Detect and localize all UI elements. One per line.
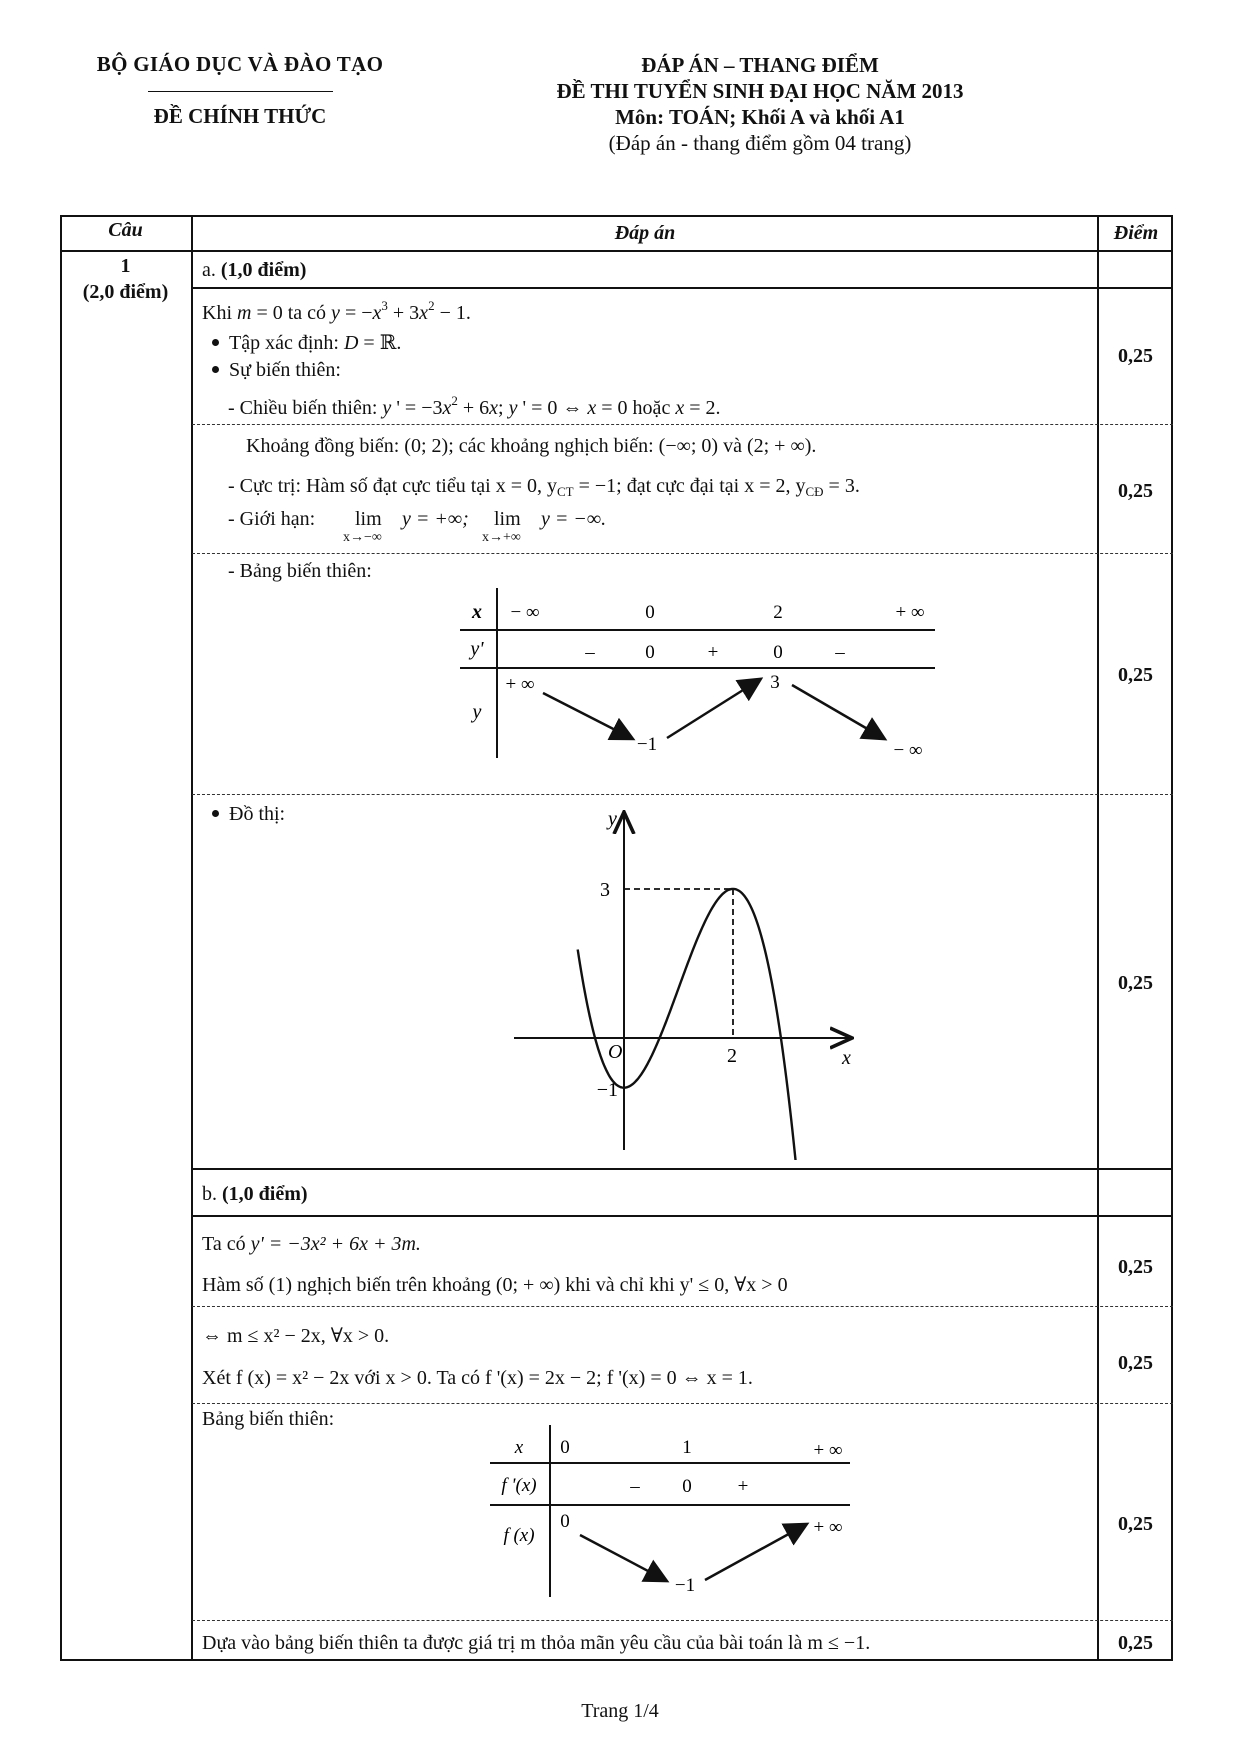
vt2-fp-1: 0 bbox=[682, 1476, 692, 1497]
intervals-line: Khoảng đồng biến: (0; 2); các khoảng nghịch biến: (−∞; 0) và (2; + ∞). bbox=[246, 435, 817, 457]
part-b-label: b. bbox=[202, 1183, 217, 1205]
arrow-up-icon bbox=[667, 680, 759, 738]
khi-rest: = 0 ta có bbox=[251, 302, 332, 324]
domain-label: Tập xác định: bbox=[229, 332, 344, 354]
arrow-down-icon bbox=[543, 693, 631, 738]
arrow-down-icon bbox=[792, 685, 883, 738]
doc-title: ĐÁP ÁN – THANG ĐIỂM bbox=[641, 53, 879, 77]
score-b-2: 0,25 bbox=[1118, 1352, 1153, 1374]
variation-label: Sự biến thiên: bbox=[229, 359, 341, 381]
conclusion-line: Dựa vào bảng biến thiên ta được giá trị m thỏa mãn yêu cầu của bài toán là m ≤ −1. bbox=[202, 1632, 871, 1654]
row-separator bbox=[192, 553, 1173, 554]
limit-1-sub: x→−∞ bbox=[343, 530, 382, 545]
score-a-4: 0,25 bbox=[1118, 972, 1153, 994]
exam-title: ĐỀ THI TUYỂN SINH ĐẠI HỌC NĂM 2013 bbox=[556, 79, 964, 103]
khi-line: Khi m = 0 ta có $y = -x^3 + 3x^2 - 1$. bbox=[202, 298, 471, 324]
vt1-y-2: 3 bbox=[770, 672, 780, 693]
derivative-b-line bbox=[202, 1233, 421, 1256]
vt2-f-2: + ∞ bbox=[813, 1517, 843, 1538]
vt2-x-1: 1 bbox=[682, 1437, 692, 1458]
direction-label: - Chiều biến thiên: bbox=[228, 397, 383, 419]
limit-2-val: y = −∞. bbox=[541, 508, 607, 530]
header-left bbox=[60, 52, 420, 129]
y-axis-label: y bbox=[608, 808, 617, 830]
limit-2: lim bbox=[494, 508, 521, 530]
vt2-label-x: x bbox=[514, 1437, 524, 1458]
extrema-text-1: - Cực trị: Hàm số đạt cực tiểu tại x = 0, y bbox=[228, 475, 557, 497]
function-graph bbox=[500, 800, 860, 1160]
graph-label-text: Đồ thị: bbox=[229, 803, 286, 825]
bullet-icon bbox=[212, 810, 219, 817]
vt2-x-0: 0 bbox=[560, 1437, 570, 1458]
domain-line: Tập xác định: D = ℝ. bbox=[212, 330, 401, 355]
origin-label: O bbox=[608, 1041, 623, 1063]
variation-table-1 bbox=[455, 588, 945, 768]
x-axis-label: x bbox=[842, 1047, 851, 1069]
question-number: 1 bbox=[120, 255, 131, 277]
question-points-text: (2,0 điểm) bbox=[82, 281, 169, 303]
vt1-y-1: −1 bbox=[636, 734, 658, 755]
header-right bbox=[540, 52, 980, 156]
derivative-b-expr: y' = −3x² + 6x + 3m. bbox=[250, 1233, 421, 1255]
row-separator bbox=[192, 1403, 1173, 1404]
row-separator bbox=[192, 794, 1173, 795]
vt1-x-3: + ∞ bbox=[895, 602, 925, 623]
variation-table-2 bbox=[485, 1425, 855, 1605]
col-header-answer: Đáp án bbox=[614, 222, 676, 244]
limits-label: - Giới hạn: bbox=[228, 508, 316, 530]
bullet-icon bbox=[212, 366, 219, 373]
vt1-y-0: + ∞ bbox=[505, 674, 535, 695]
equivalence-line: ⇔ m ≤ x² − 2x, ∀x > 0. bbox=[202, 1325, 390, 1347]
vt2-fp-2: + bbox=[737, 1476, 749, 1497]
x-two-label: 2 bbox=[727, 1045, 737, 1067]
part-a-header bbox=[202, 259, 306, 282]
decreasing-condition: Hàm số (1) nghịch biến trên khoảng (0; + ∞) khi và chỉ khi y' ≤ 0, ∀x > 0 bbox=[202, 1274, 788, 1296]
arrow-down-icon bbox=[580, 1535, 665, 1580]
extrema-line bbox=[228, 475, 860, 500]
min-value-label: −1 bbox=[596, 1079, 618, 1101]
vt2-label-fp: f '(x) bbox=[501, 1475, 537, 1496]
vt1-yp-3: 0 bbox=[773, 642, 783, 663]
official-label: ĐỀ CHÍNH THỨC bbox=[153, 104, 327, 128]
row-separator bbox=[192, 1620, 1173, 1621]
khi-text: Khi bbox=[202, 302, 237, 324]
lim-word: lim bbox=[355, 508, 382, 530]
score-b-4: 0,25 bbox=[1118, 1632, 1153, 1654]
header-row-line bbox=[60, 250, 1173, 252]
vt1-x-2: 2 bbox=[773, 602, 783, 623]
score-a-3: 0,25 bbox=[1118, 664, 1153, 686]
bullet-icon bbox=[212, 339, 219, 346]
limit-2-sub: x→+∞ bbox=[482, 530, 521, 545]
vt1-label-y: y bbox=[472, 701, 482, 723]
part-b-header bbox=[202, 1183, 308, 1206]
col-divider-2 bbox=[1097, 215, 1099, 1661]
vt1-yp-1: 0 bbox=[645, 642, 655, 663]
vt1-yp-4: – bbox=[835, 642, 845, 663]
part-b-points: (1,0 điểm) bbox=[222, 1183, 308, 1205]
vt2-label-f: f (x) bbox=[503, 1525, 535, 1546]
vt1-yp-0: – bbox=[585, 642, 595, 663]
vt1-yp-2: + bbox=[707, 642, 719, 663]
page-count-note: (Đáp án - thang điểm gồm 04 trang) bbox=[608, 131, 912, 155]
vt2-fp-0: – bbox=[630, 1476, 640, 1497]
part-a-line bbox=[191, 287, 1173, 289]
ct-sub: CT bbox=[557, 484, 574, 499]
page-number: Trang 1/4 bbox=[581, 1700, 659, 1722]
row-separator bbox=[192, 424, 1173, 425]
function-formula: y bbox=[331, 302, 340, 324]
part-b-line bbox=[191, 1215, 1173, 1217]
variation-table-label: - Bảng biến thiên: bbox=[228, 560, 372, 582]
m-var: m bbox=[237, 302, 252, 324]
max-value-label: 3 bbox=[600, 879, 610, 901]
col-header-question: Câu bbox=[108, 219, 143, 241]
extrema-text-3: = 3. bbox=[823, 475, 860, 497]
consider-line: Xét f (x) = x² − 2x với x > 0. Ta có f '(x) = 2x − 2; f '(x) = 0 ⇔ x = 1. bbox=[202, 1367, 753, 1389]
subject-title: Môn: TOÁN; Khối A và khối A1 bbox=[615, 105, 905, 129]
header-divider bbox=[148, 91, 333, 92]
score-b-3: 0,25 bbox=[1118, 1513, 1153, 1535]
vt1-label-x: x bbox=[472, 601, 482, 623]
vt2-x-2: + ∞ bbox=[813, 1440, 843, 1461]
score-a-2: 0,25 bbox=[1118, 480, 1153, 502]
cd-sub: CĐ bbox=[805, 484, 824, 499]
vt1-x-1: 0 bbox=[645, 602, 655, 623]
part-a-points: (1,0 điểm) bbox=[220, 259, 307, 281]
variation-heading bbox=[212, 359, 341, 382]
row-separator bbox=[192, 1306, 1173, 1307]
score-b-1: 0,25 bbox=[1118, 1256, 1153, 1278]
col-divider-1 bbox=[191, 215, 193, 1661]
vt1-label-yp: y' bbox=[470, 638, 484, 660]
vt1-x-0: − ∞ bbox=[510, 602, 540, 623]
derivative-line: - Chiều biến thiên: y ' = $-3x^2 + 6x$; y ' = 0 ⇔ x = 0 hoặc x = 2. bbox=[228, 393, 721, 419]
col-header-score: Điểm bbox=[1113, 222, 1159, 244]
vt2-f-0: 0 bbox=[560, 1511, 570, 1532]
score-a-1: 0,25 bbox=[1118, 345, 1153, 367]
vt1-y-3: − ∞ bbox=[893, 740, 923, 761]
ta-co-text: Ta có bbox=[202, 1233, 251, 1255]
variation-table-b-label: Bảng biến thiên: bbox=[202, 1408, 335, 1430]
limit-1 bbox=[355, 508, 382, 531]
extrema-text-2: = −1; đạt cực đại tại x = 2, y bbox=[573, 475, 806, 497]
cubic-curve bbox=[578, 889, 818, 1160]
question-points bbox=[60, 281, 191, 304]
limit-1-val: y = +∞; bbox=[402, 508, 469, 530]
vt2-f-1: −1 bbox=[674, 1575, 696, 1596]
part-a-label: a. bbox=[202, 259, 216, 281]
arrow-up-icon bbox=[705, 1525, 805, 1580]
ministry-name: BỘ GIÁO DỤC VÀ ĐÀO TẠO bbox=[96, 52, 384, 76]
graph-label bbox=[212, 803, 285, 826]
part-b-top-line bbox=[191, 1168, 1173, 1170]
